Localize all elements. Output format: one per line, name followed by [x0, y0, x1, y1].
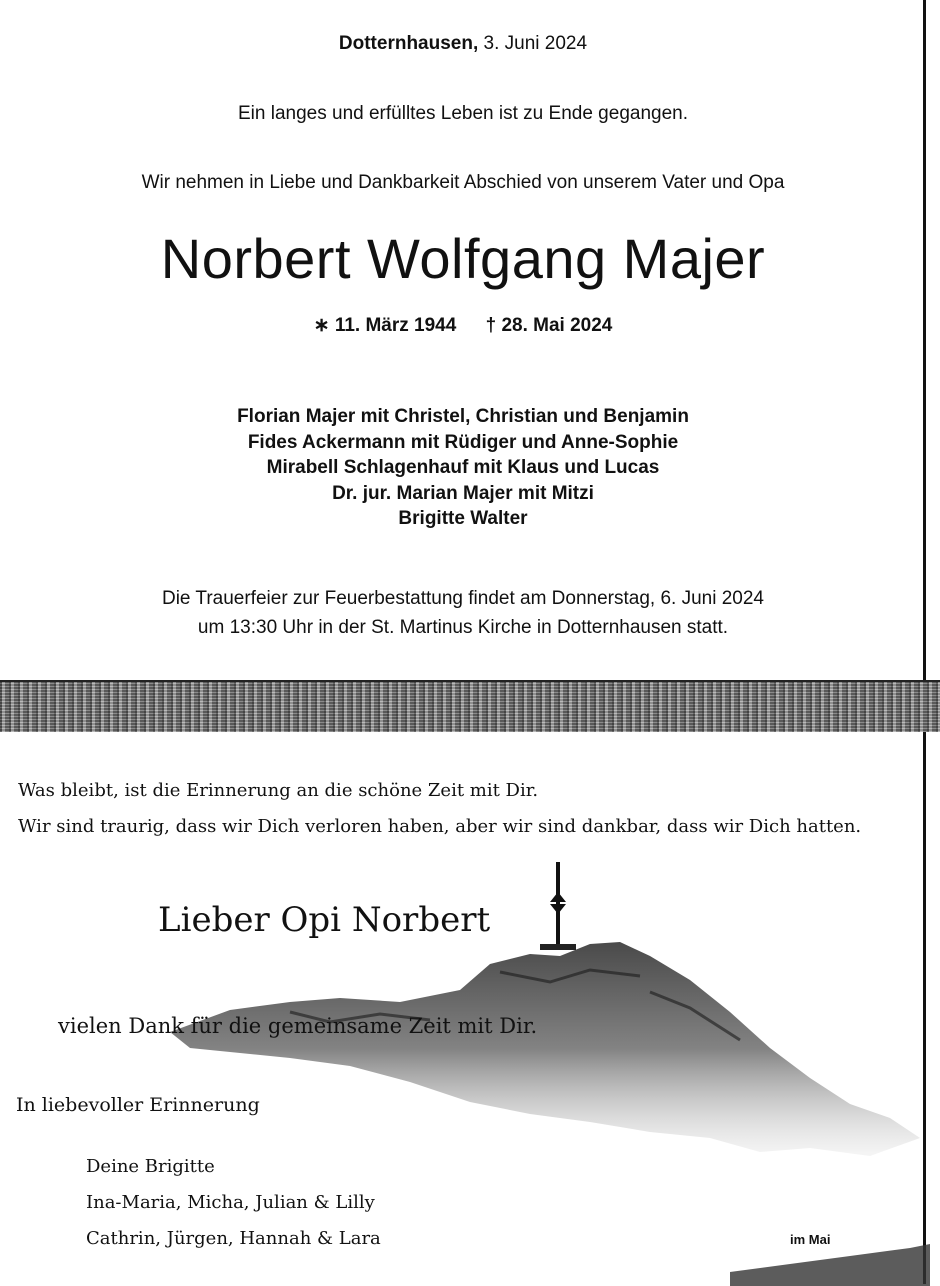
family-list [0, 404, 926, 532]
family-member: Fides Ackermann mit Rüdiger und Anne-Sophie [247, 431, 679, 453]
service-info [0, 584, 926, 642]
life-dates [0, 314, 926, 337]
death-date: † 28. Mai 2024 [485, 315, 613, 336]
thanks-line: vielen Dank für die gemeinsame Zeit mit Dir. [58, 1014, 538, 1038]
scan-noise-band [0, 680, 940, 732]
signature: Cathrin, Jürgen, Hannah & Lara [86, 1228, 381, 1249]
family-member: Brigitte Walter [398, 508, 528, 529]
signature: Deine Brigitte [86, 1156, 215, 1177]
date: 3. Juni 2024 [478, 33, 588, 54]
family-member: Dr. jur. Marian Majer mit Mitzi [332, 482, 594, 504]
service-line: um 13:30 Uhr in der St. Martinus Kirche in Dotternhausen statt. [197, 617, 729, 638]
dateline [0, 33, 926, 55]
service-line: Die Trauerfeier zur Feuerbestattung findet am Donnerstag, 6. Juni 2024 [161, 588, 764, 609]
grandchildren-notice [0, 730, 926, 1286]
signature: Ina-Maria, Micha, Julian & Lilly [86, 1192, 375, 1213]
intro-text: Wir nehmen in Liebe und Dankbarkeit Abschied von unserem Vater und Opa [141, 172, 785, 193]
motto: Ein langes und erfülltes Leben ist zu Ende gegangen. [238, 103, 688, 124]
memory-line: Wir sind traurig, dass wir Dich verloren haben, aber wir sind dankbar, dass wir Dich hatten. [18, 816, 862, 837]
family-member: Florian Majer mit Christel, Christian und Benjamin [237, 406, 689, 427]
image-caption: im Mai [790, 1232, 831, 1247]
place: Dotternhausen, [338, 33, 479, 54]
memory-line: Was bleibt, ist die Erinnerung an die schöne Zeit mit Dir. [18, 780, 539, 801]
family-member: Mirabell Schlagenhauf mit Klaus und Lucas [266, 457, 660, 478]
birth-date: ∗ 11. März 1944 [313, 315, 457, 336]
deceased-name: Norbert Wolfgang Majer [160, 227, 766, 290]
closing-line: In liebevoller Erinnerung [16, 1094, 260, 1116]
greeting: Lieber Opi Norbert [158, 900, 491, 940]
